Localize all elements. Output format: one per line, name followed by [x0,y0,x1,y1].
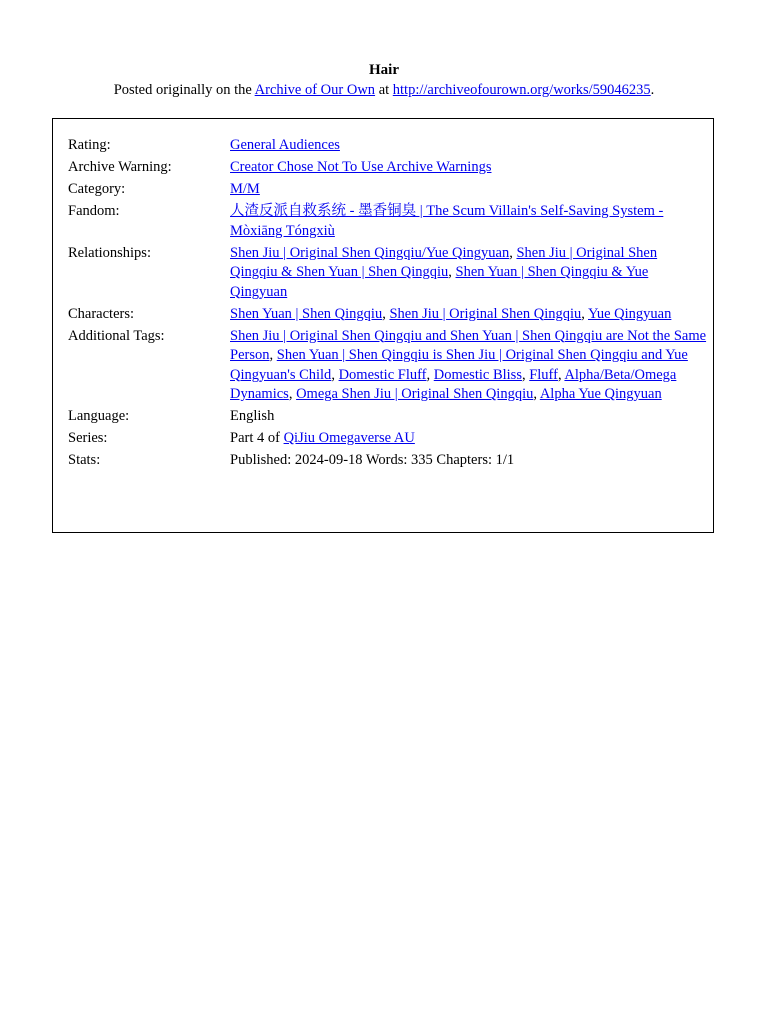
work-metadata-box [52,118,714,533]
language-value: English [230,408,275,424]
posted-middle: at [375,82,393,98]
additional-tags-label: Additional Tags: [68,327,165,344]
category-row [68,180,708,202]
work-url-link[interactable]: http://archiveofourown.org/works/59046235 [392,82,651,98]
tag-link[interactable]: Domestic Bliss [433,366,522,383]
rating-row [68,136,708,158]
relationships-value [230,244,708,305]
series-value [230,429,708,451]
stats-row [68,451,708,473]
characters-value [230,305,708,327]
category-link[interactable]: M/M [230,181,260,197]
posted-suffix: . [650,82,655,98]
character-link[interactable]: Yue Qingyuan [588,305,672,322]
series-prefix: Part 4 of [230,430,284,446]
separator: , [509,244,517,261]
separator: , [448,264,456,280]
archive-link[interactable]: Archive of Our Own [254,82,376,98]
additional-tags-value [230,327,708,408]
separator: , [533,386,540,402]
tag-link[interactable]: Alpha/Beta/Omega Dynamics [230,366,677,402]
rating-label: Rating: [68,137,111,153]
fandom-link[interactable]: 人渣反派自救系统 - 墨香铜臭 | The Scum Villain's Self-Saving System - Mòxiāng Tóngxiù [230,203,664,239]
separator: , [521,366,530,383]
separator: , [269,347,277,363]
archive-warning-row [68,158,708,180]
language-label: Language: [68,408,130,424]
posted-originally-line [0,82,768,99]
posted-prefix: Posted originally on the [113,82,255,98]
tag-link[interactable]: Shen Yuan | Shen Qingqiu is Shen Jiu | Original Shen Qingqiu and Yue Qingyuan's Child [230,347,688,383]
stats-value: Published: 2024-09-18 Words: 335 Chapters: 1/1 [230,452,515,468]
separator: , [557,366,565,383]
separator: , [331,366,339,383]
relationships-row [68,244,708,305]
tag-link[interactable]: Domestic Fluff [338,366,427,383]
series-label: Series: [68,430,108,446]
fandom-row [68,202,708,244]
tag-link[interactable]: Alpha Yue Qingyuan [539,386,662,402]
separator: , [382,305,390,322]
rating-value [230,136,708,158]
archive-warning-label: Archive Warning: [68,159,172,175]
work-metadata-table [68,136,708,473]
series-link[interactable]: QiJiu Omegaverse AU [283,430,415,446]
rating-link[interactable]: General Audiences [230,137,340,153]
archive-warning-link[interactable]: Creator Chose Not To Use Archive Warnings [230,159,492,175]
series-row [68,429,708,451]
relationship-link[interactable]: Shen Yuan | Shen Qingqiu & Yue Qingyuan [230,264,649,300]
separator: , [581,305,588,322]
tag-link[interactable]: Fluff [529,366,558,383]
stats-label: Stats: [68,452,101,468]
tag-link[interactable]: Shen Jiu | Original Shen Qingqiu and Shen Yuan | Shen Qingqiu are Not the Same Person [230,327,707,363]
tag-link[interactable]: Omega Shen Jiu | Original Shen Qingqiu [296,386,534,402]
language-row [68,407,708,429]
archive-warning-value [230,158,708,180]
relationship-link[interactable]: Shen Jiu | Original Shen Qingqiu & Shen Yuan | Shen Qingqiu [230,244,658,280]
character-link[interactable]: Shen Jiu | Original Shen Qingqiu [389,305,582,322]
fandom-value [230,202,708,244]
separator: , [426,366,434,383]
character-link[interactable]: Shen Yuan | Shen Qingqiu [230,305,383,322]
category-label: Category: [68,181,126,197]
fandom-label: Fandom: [68,203,120,219]
separator: , [288,386,297,402]
additional-tags-row [68,327,708,408]
work-title: Hair [369,62,399,78]
category-value [230,180,708,202]
relationships-label: Relationships: [68,244,151,261]
characters-label: Characters: [68,305,135,322]
characters-row [68,305,708,327]
relationship-link[interactable]: Shen Jiu | Original Shen Qingqiu/Yue Qingyuan [230,244,510,261]
